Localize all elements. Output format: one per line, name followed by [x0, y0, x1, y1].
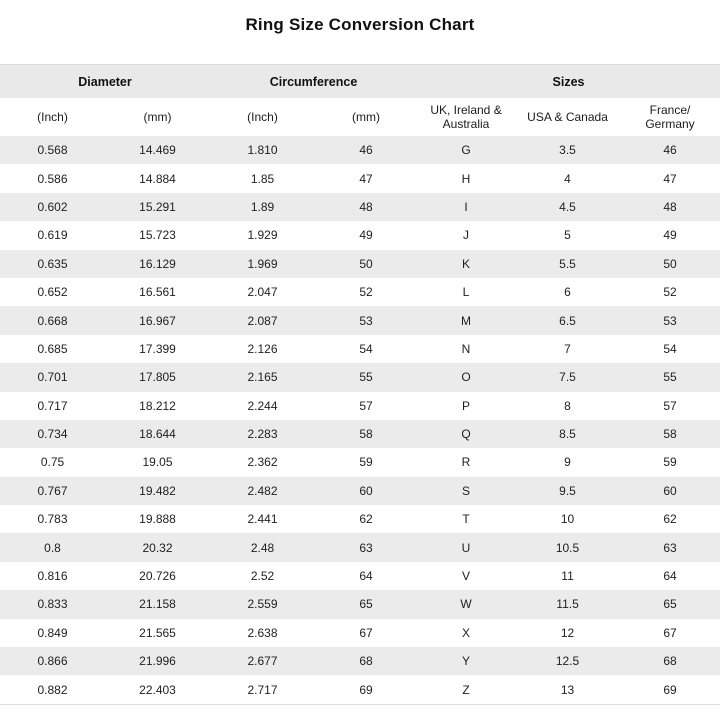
- group-header-row: [0, 65, 720, 99]
- cell: 2.283: [247, 427, 278, 442]
- cell: 55: [663, 370, 677, 385]
- cell: 0.734: [37, 427, 68, 442]
- cell: 2.638: [247, 625, 278, 640]
- cell: 60: [663, 483, 677, 498]
- cell: 0.586: [37, 171, 68, 186]
- cell: 12.5: [555, 654, 580, 669]
- cell: 63: [359, 540, 373, 555]
- cell: 0.8: [44, 540, 61, 555]
- cell: 67: [359, 625, 373, 640]
- cell: 13: [560, 682, 575, 697]
- cell: 2.482: [247, 483, 278, 498]
- column-header-france-germany: France/ Germany: [620, 98, 720, 136]
- cell: 8.5: [559, 427, 576, 442]
- cell: 15.291: [139, 199, 176, 214]
- cell: 10.5: [555, 540, 580, 555]
- cell: I: [464, 199, 468, 214]
- column-header-uk-ireland-australia: UK, Ireland & Australia: [417, 98, 515, 136]
- cell: 2.441: [247, 512, 278, 527]
- table-body: [0, 136, 720, 704]
- cell: 2.52: [250, 569, 275, 584]
- cell: 3.5: [559, 143, 576, 158]
- cell: 21.158: [139, 597, 176, 612]
- cell: 9: [564, 455, 571, 470]
- cell: O: [461, 370, 471, 385]
- table-row: [0, 193, 720, 221]
- cell: Z: [462, 682, 470, 697]
- cell: 65: [663, 597, 677, 612]
- cell: 2.126: [247, 341, 278, 356]
- cell: 20.32: [142, 540, 173, 555]
- cell: R: [461, 455, 471, 470]
- cell: 0.652: [37, 285, 68, 300]
- cell: 12: [560, 625, 575, 640]
- cell: K: [462, 256, 471, 271]
- cell: 0.849: [37, 625, 68, 640]
- table-row: [0, 590, 720, 618]
- cell: 59: [663, 455, 677, 470]
- cell: T: [462, 512, 470, 527]
- table-row: [0, 477, 720, 505]
- cell: 1.810: [247, 143, 278, 158]
- cell: 2.244: [247, 398, 278, 413]
- cell: 60: [359, 483, 373, 498]
- cell: 62: [663, 512, 677, 527]
- table-row: [0, 533, 720, 561]
- cell: 53: [663, 313, 677, 328]
- cell: 17.399: [139, 341, 176, 356]
- cell: 2.559: [247, 597, 278, 612]
- column-header-usa-canada: USA & Canada: [515, 98, 620, 136]
- cell: 11.5: [556, 597, 579, 612]
- column-header-circumference-inch: (Inch): [210, 98, 315, 136]
- cell: 68: [663, 654, 677, 669]
- cell: 6.5: [559, 313, 576, 328]
- table-row: [0, 448, 720, 476]
- cell: 1.929: [247, 228, 278, 243]
- table-row: [0, 392, 720, 420]
- table-row: [0, 164, 720, 192]
- cell: 67: [663, 625, 677, 640]
- cell: 11: [561, 569, 574, 584]
- table-row: [0, 335, 720, 363]
- cell: 64: [663, 569, 677, 584]
- cell: 52: [663, 285, 677, 300]
- cell: 7: [564, 341, 571, 356]
- cell: 0.767: [37, 483, 68, 498]
- ring-size-conversion-table: [0, 64, 720, 705]
- cell: 20.726: [139, 569, 176, 584]
- cell: 54: [359, 341, 373, 356]
- group-header-sizes: Sizes: [417, 65, 720, 99]
- group-header-diameter: Diameter: [0, 65, 210, 99]
- table-row: [0, 221, 720, 249]
- table-row: [0, 306, 720, 334]
- cell: 21.996: [139, 654, 176, 669]
- table-row: [0, 278, 720, 306]
- cell: 6: [564, 285, 571, 300]
- cell: 48: [663, 199, 677, 214]
- cell: 0.602: [37, 199, 68, 214]
- cell: 14.884: [139, 171, 176, 186]
- cell: 1.969: [247, 256, 278, 271]
- cell: 14.469: [139, 143, 176, 158]
- cell: 65: [359, 597, 373, 612]
- cell: 2.362: [247, 455, 278, 470]
- cell: 2.165: [247, 370, 278, 385]
- cell: 19.482: [139, 483, 176, 498]
- cell: 0.833: [37, 597, 68, 612]
- cell: W: [460, 597, 472, 612]
- cell: P: [462, 398, 471, 413]
- cell: 57: [359, 398, 373, 413]
- cell: 5: [564, 228, 571, 243]
- cell: 58: [359, 427, 373, 442]
- cell: 0.816: [37, 569, 68, 584]
- cell: Y: [462, 654, 471, 669]
- cell: 18.212: [139, 398, 176, 413]
- cell: 22.403: [139, 682, 176, 697]
- cell: 9.5: [559, 483, 576, 498]
- column-header-diameter-inch: (Inch): [0, 98, 105, 136]
- cell: 2.047: [247, 285, 278, 300]
- cell: 69: [359, 682, 373, 697]
- cell: X: [462, 625, 471, 640]
- cell: 63: [663, 540, 677, 555]
- cell: 7.5: [559, 370, 576, 385]
- cell: 2.717: [247, 682, 278, 697]
- table-row: [0, 136, 720, 164]
- cell: 4.5: [559, 199, 576, 214]
- cell: 54: [663, 341, 677, 356]
- cell: Q: [461, 427, 471, 442]
- cell: 19.888: [139, 512, 176, 527]
- cell: 10: [560, 512, 575, 527]
- cell: N: [461, 341, 471, 356]
- cell: 58: [663, 427, 677, 442]
- table-row: [0, 420, 720, 448]
- cell: 2.087: [247, 313, 278, 328]
- cell: 0.783: [37, 512, 68, 527]
- cell: 46: [663, 143, 677, 158]
- cell: 1.89: [250, 199, 275, 214]
- table-row: [0, 562, 720, 590]
- cell: M: [461, 313, 472, 328]
- cell: 55: [359, 370, 373, 385]
- cell: 50: [663, 256, 677, 271]
- cell: 0.701: [37, 370, 68, 385]
- cell: 0.866: [37, 654, 68, 669]
- cell: 18.644: [139, 427, 176, 442]
- cell: 53: [359, 313, 373, 328]
- cell: 21.565: [139, 625, 176, 640]
- cell: 52: [359, 285, 373, 300]
- cell: 4: [564, 171, 571, 186]
- table-row: [0, 250, 720, 278]
- cell: 59: [359, 455, 373, 470]
- cell: 50: [359, 256, 373, 271]
- cell: 47: [663, 171, 677, 186]
- table-row: [0, 647, 720, 675]
- table-row: [0, 363, 720, 391]
- cell: U: [461, 540, 471, 555]
- cell: 2.677: [247, 654, 278, 669]
- cell: 2.48: [250, 540, 275, 555]
- table-row: [0, 675, 720, 704]
- cell: 0.882: [37, 682, 68, 697]
- table-row: [0, 505, 720, 533]
- cell: 0.619: [37, 228, 68, 243]
- cell: 0.668: [37, 313, 68, 328]
- column-header-diameter-mm: (mm): [105, 98, 210, 136]
- cell: H: [461, 171, 471, 186]
- cell: J: [463, 228, 470, 243]
- cell: 17.805: [139, 370, 176, 385]
- cell: 5.5: [559, 256, 576, 271]
- cell: 46: [359, 143, 373, 158]
- cell: 47: [359, 171, 373, 186]
- cell: 57: [663, 398, 677, 413]
- cell: 16.129: [139, 256, 176, 271]
- column-header-row: [0, 98, 720, 136]
- column-header-circumference-mm: (mm): [315, 98, 417, 136]
- cell: 0.717: [37, 398, 68, 413]
- cell: 49: [359, 228, 373, 243]
- cell: G: [461, 143, 471, 158]
- cell: 1.85: [250, 171, 275, 186]
- cell: 0.75: [40, 455, 65, 470]
- cell: 64: [359, 569, 373, 584]
- page-title: Ring Size Conversion Chart: [245, 15, 475, 34]
- cell: 0.635: [37, 256, 68, 271]
- cell: 69: [663, 682, 677, 697]
- cell: 48: [359, 199, 373, 214]
- cell: 68: [359, 654, 373, 669]
- cell: 8: [564, 398, 571, 413]
- cell: 16.561: [139, 285, 176, 300]
- cell: 0.568: [37, 143, 68, 158]
- cell: S: [462, 483, 471, 498]
- group-header-circumference: Circumference: [210, 65, 417, 99]
- cell: 15.723: [139, 228, 176, 243]
- cell: 0.685: [37, 341, 68, 356]
- cell: 49: [663, 228, 677, 243]
- cell: V: [462, 569, 471, 584]
- cell: 16.967: [139, 313, 176, 328]
- table-row: [0, 619, 720, 647]
- cell: 62: [359, 512, 373, 527]
- cell: L: [462, 285, 470, 300]
- cell: 19.05: [142, 455, 173, 470]
